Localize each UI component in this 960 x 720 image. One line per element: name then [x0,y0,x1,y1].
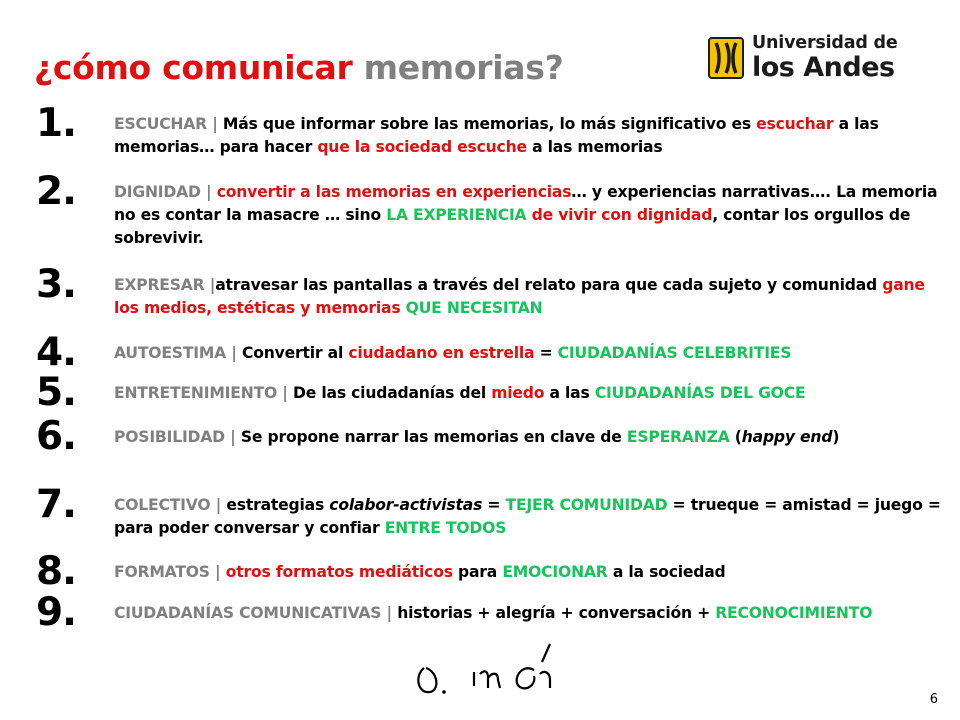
item-text [114,494,944,540]
item-number: 2. [36,169,76,214]
text-segment: LA EXPERIENCIA [386,206,527,224]
item-text [114,426,944,449]
text-segment: Más que informar sobre las memorias, lo más significativo es [222,115,757,133]
text-segment: historias + alegría + conversación + [397,604,716,622]
item-text [114,561,944,584]
text-segment: = [534,344,558,362]
text-segment: DIGNIDAD | [114,183,217,201]
text-segment: a las memorias… para hacer [114,115,879,156]
text-segment: de vivir con dignidad [526,206,713,224]
text-segment: AUTOESTIMA | [114,344,243,362]
text-segment: a las [544,384,595,402]
text-segment: EMOCIONAR [502,563,608,581]
text-segment: Se propone narrar las memorias en clave de [240,428,627,446]
logo-line-1: Universidad de [752,33,898,53]
item-number: 8. [36,549,76,594]
item-number: 6. [36,414,76,459]
text-segment: gane los medios, estéticas y memorias [114,276,925,317]
item-text [114,382,944,405]
text-segment: RECONOCIMIENTO [715,604,873,622]
text-segment: … y experiencias narrativas…. La memoria no es contar la masacre … sino [114,183,938,224]
title-prefix: ¿ [34,48,53,87]
page-number: 6 [929,692,938,707]
item-number: 4. [36,330,76,375]
item-number: 3. [36,262,76,307]
text-segment: otros formatos mediáticos [225,563,453,581]
item-text [114,602,944,625]
text-segment: TEJER COMUNIDAD [505,496,668,514]
text-segment: atravesar las pantallas a través del relato para que cada sujeto y comunidad [215,276,883,294]
text-segment: ENTRE TODOS [384,519,507,537]
item-number: 9. [36,590,76,635]
item-number: 1. [36,101,76,146]
text-segment: ESCUCHAR | [114,115,223,133]
handwritten-signature [410,636,580,700]
item-number: 7. [36,482,76,527]
text-segment: para [452,563,503,581]
text-segment: ciudadano en estrella [348,344,535,362]
text-segment: happy end [741,428,833,446]
text-segment: que la sociedad escuche [317,138,527,156]
text-segment: CIUDADANÍAS CELEBRITIES [557,344,792,362]
item-number: 5. [36,370,76,415]
text-segment: De las ciudadanías del [293,384,492,402]
text-segment: POSIBILIDAD | [114,428,241,446]
text-segment: CIUDADANÍAS COMUNICATIVAS | [114,604,398,622]
text-segment: estrategias [226,496,330,514]
text-segment: miedo [491,384,545,402]
title-highlight: cómo comunicar [52,48,353,87]
item-text [114,342,944,365]
university-crest-icon [708,37,744,79]
item-text [114,274,944,320]
text-segment: Convertir al [242,344,349,362]
text-segment: COLECTIVO | [114,496,227,514]
text-segment: CIUDADANÍAS DEL GOCE [594,384,806,402]
text-segment: EXPRESAR | [114,276,216,294]
text-segment: QUE NECESITAN [400,299,543,317]
page-title [34,48,563,87]
text-segment: a la sociedad [607,563,726,581]
text-segment: = [482,496,506,514]
text-segment: = trueque = amistad = juego = para poder conversar y confiar [114,496,941,537]
text-segment: , contar los orgullos de sobrevivir. [114,206,911,247]
text-segment: a las memorias [526,138,663,156]
logo-line-2: los Andes [752,51,895,83]
text-segment: ) [832,428,840,446]
text-segment: ENTRETENIMIENTO | [114,384,294,402]
item-text [114,113,944,159]
text-segment: ( [729,428,742,446]
title-rest: memorias? [352,48,564,87]
text-segment: FORMATOS | [114,563,226,581]
university-logo [708,35,898,81]
text-segment: escuchar [756,115,834,133]
text-segment: colabor-activistas [329,496,483,514]
item-text [114,181,944,250]
text-segment: convertir a las memorias en experiencias [216,183,572,201]
text-segment: ESPERANZA [626,428,730,446]
